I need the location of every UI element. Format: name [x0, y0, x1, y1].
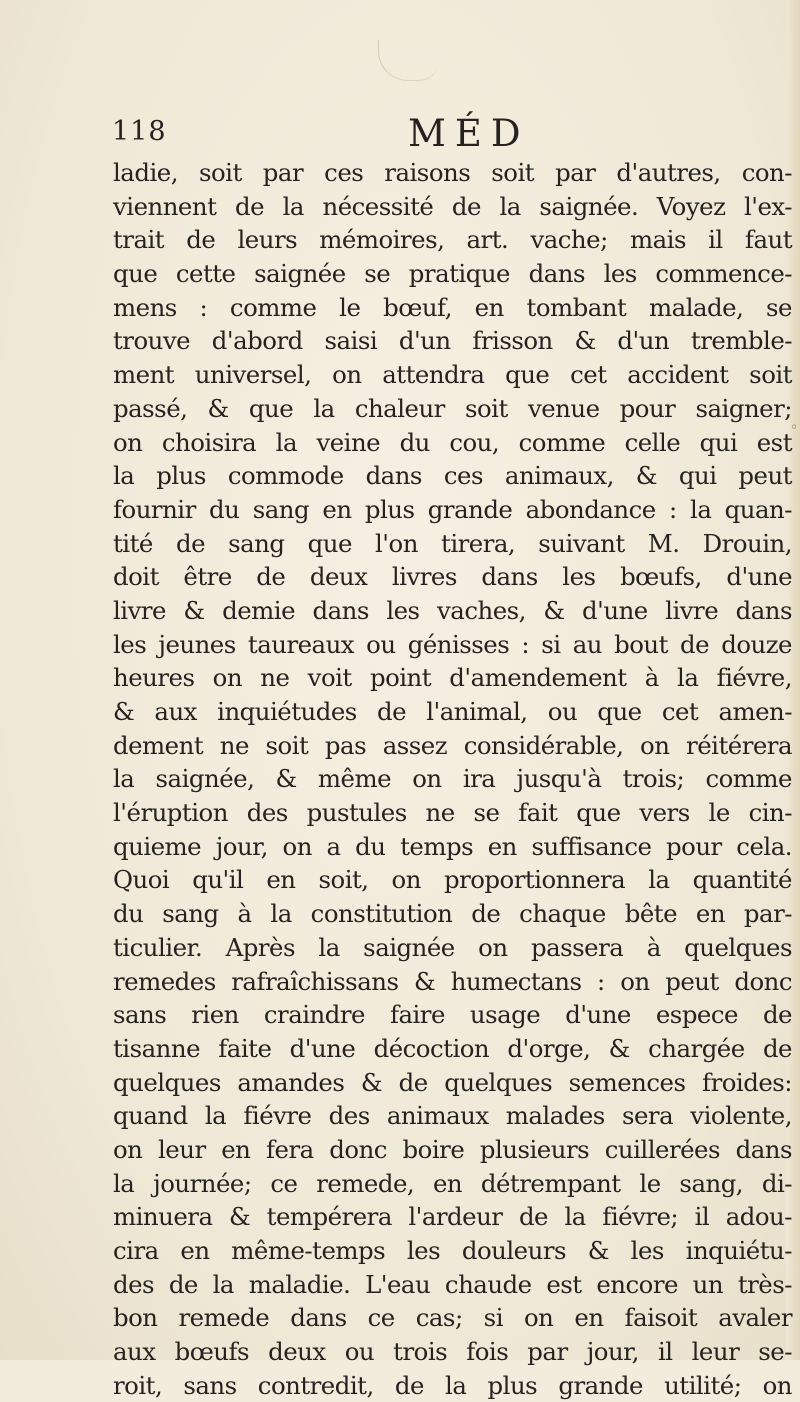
text-line: sans rien craindre faire usage d'une espece de — [113, 1000, 792, 1030]
text-line: tité de sang que l'on tirera, suivant M. Drouin, — [113, 528, 792, 558]
text-line: livre & demie dans les vaches, & d'une livre dans — [113, 595, 792, 625]
text-line: la journée; ce remede, en détrempant le sang, di- — [113, 1168, 792, 1198]
text-line: quand la fiévre des animaux malades sera violente, — [113, 1101, 792, 1131]
text-line: du sang à la constitution de chaque bête en par- — [113, 899, 792, 929]
text-line: ment universel, on attendra que cet accident soit — [113, 360, 792, 390]
text-line: aux bœufs deux ou trois fois par jour, il leur se- — [113, 1337, 792, 1367]
text-line: on choisira la veine du cou, comme celle qui est — [113, 427, 792, 457]
text-line: les jeunes taureaux ou génisses : si au bout de douze — [113, 629, 792, 659]
margin-speck: ◦ — [790, 420, 799, 436]
text-line: doit être de deux livres dans les bœufs, d'une — [113, 562, 792, 592]
text-line: quieme jour, on a du temps en suffisance pour cela. — [113, 831, 792, 861]
text-line: mens : comme le bœuf, en tombant malade, se — [113, 292, 792, 322]
text-line: que cette saignée se pratique dans les commence- — [113, 259, 792, 289]
text-line: Quoi qu'il en soit, on proportionnera la quantité — [113, 865, 792, 895]
running-head: MÉD — [408, 112, 530, 155]
text-line: & aux inquiétudes de l'animal, ou que cet amen- — [113, 697, 792, 726]
text-line: remedes rafraîchissans & humectans : on peut donc — [113, 966, 792, 996]
text-line: trait de leurs mémoires, art. vache; mais il faut — [113, 225, 792, 255]
text-line: quelques amandes & de quelques semences froides: — [113, 1067, 792, 1097]
text-line: on leur en fera donc boire plusieurs cuillerées dans — [113, 1134, 792, 1164]
page-header — [112, 112, 792, 155]
text-line: passé, & que la chaleur soit venue pour saigner; — [113, 393, 792, 423]
paper-mark — [378, 40, 439, 81]
text-line: la plus commode dans ces animaux, & qui peut — [113, 461, 792, 491]
body-text — [113, 156, 792, 1402]
text-line: ticulier. Après la saignée on passera à quelques — [113, 932, 792, 962]
text-line: trouve d'abord saisi d'un frisson & d'un tremble- — [113, 326, 792, 356]
text-line: viennent de la nécessité de la saignée. Voyez l'ex- — [113, 191, 792, 221]
text-line: cira en même-temps les douleurs & les inquiétu- — [113, 1236, 792, 1265]
text-line: l'éruption des pustules ne se fait que vers le cin- — [113, 798, 792, 828]
text-line: bon remede dans ce cas; si on en faisoit avaler — [113, 1303, 792, 1333]
text-line: dement ne soit pas assez considérable, on réitérera — [113, 730, 792, 760]
text-line: roit, sans contredit, de la plus grande utilité; on — [113, 1370, 792, 1400]
text-line: la saignée, & même on ira jusqu'à trois; comme — [113, 764, 792, 794]
text-line: des de la maladie. L'eau chaude est encore un très- — [113, 1269, 792, 1299]
text-line: tisanne faite d'une décoction d'orge, & chargée de — [113, 1033, 792, 1063]
page-number: 118 — [112, 116, 167, 147]
text-line: minuera & tempérera l'ardeur de la fiévre; il adou- — [113, 1202, 792, 1232]
text-line: heures on ne voit point d'amendement à la fiévre, — [113, 663, 792, 693]
text-line: fournir du sang en plus grande abondance : la quan- — [113, 494, 792, 524]
text-line: ladie, soit par ces raisons soit par d'autres, con- — [113, 158, 792, 187]
